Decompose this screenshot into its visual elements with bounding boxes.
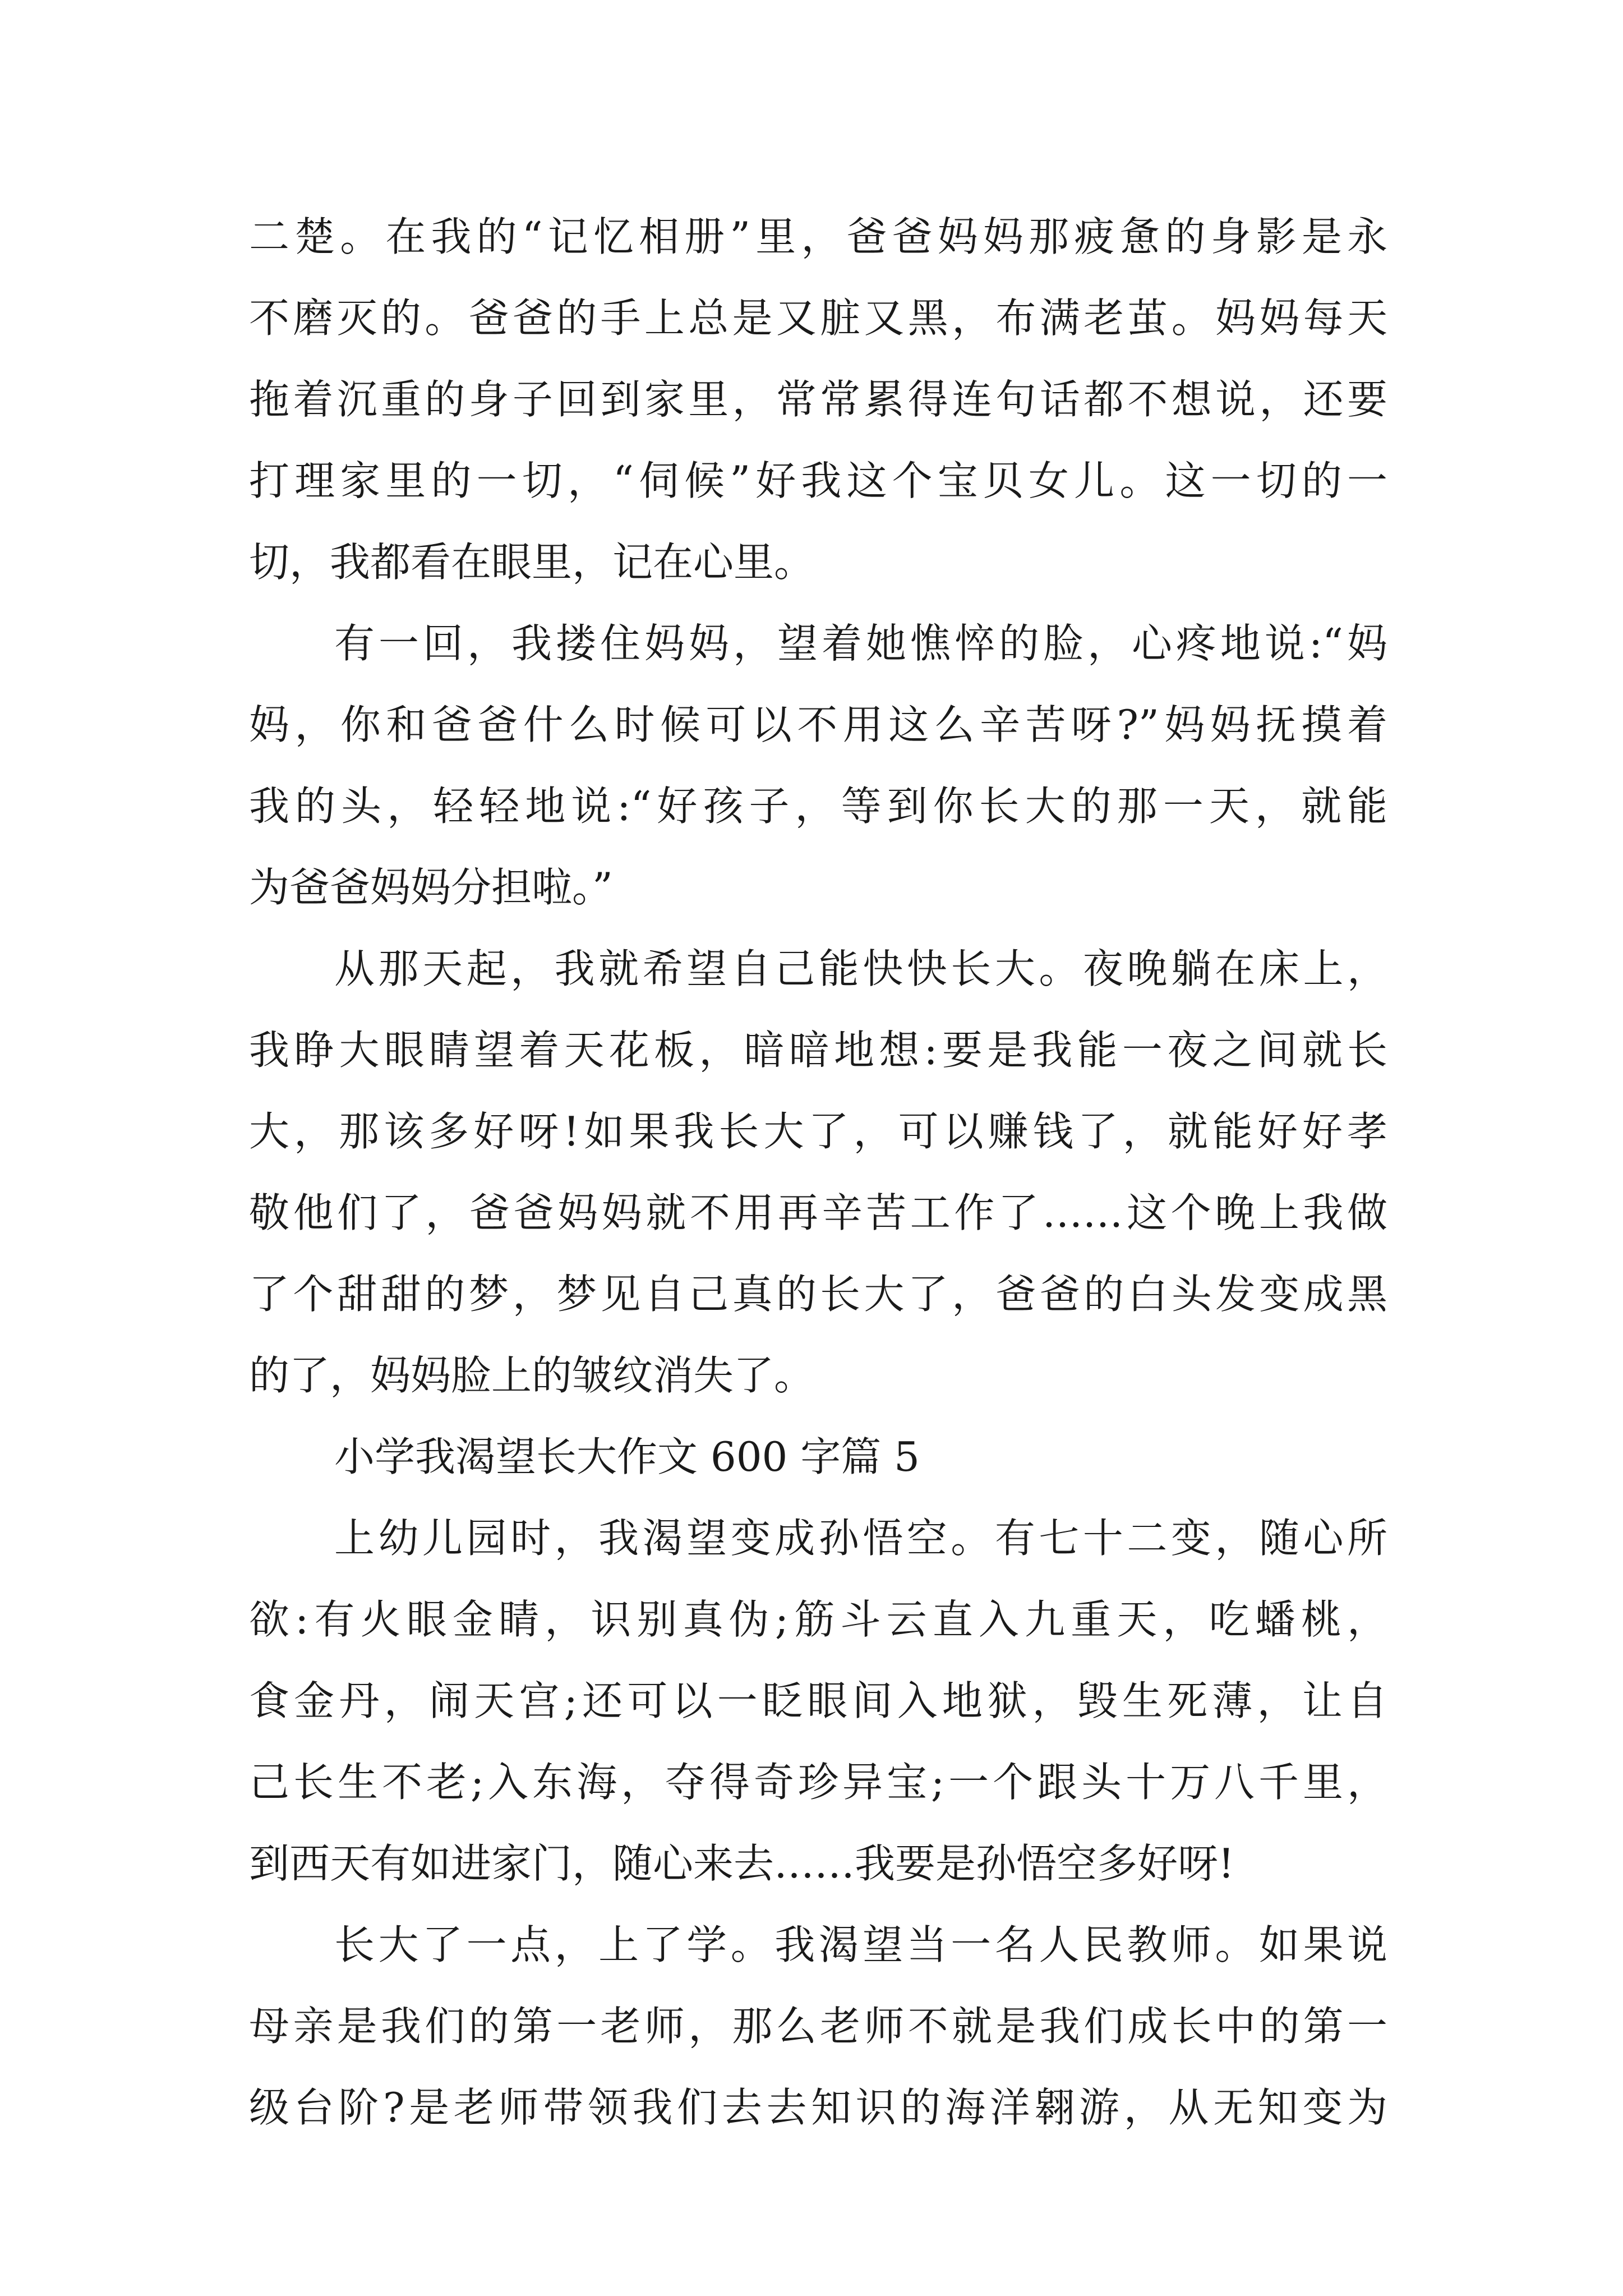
text-line: 我的头，轻轻地说:“好孩子，等到你长大的那一天，就能 — [249, 783, 1387, 830]
text-line: 大，那该多好呀!如果我长大了，可以赚钱了，就能好好孝 — [249, 1108, 1387, 1155]
text-line: 切，我都看在眼里，记在心里。 — [249, 539, 815, 586]
text-line: 的了，妈妈脸上的皱纹消失了。 — [249, 1352, 815, 1399]
paragraph-first-line: 从那天起，我就希望自己能快快长大。夜晚躺在床上， — [334, 945, 1387, 992]
text-line: 为爸爸妈妈分担啦。” — [249, 864, 613, 911]
text-line: 打理家里的一切，“伺候”好我这个宝贝女儿。这一切的一 — [249, 457, 1387, 504]
text-line: 母亲是我们的第一老师，那么老师不就是我们成长中的第一 — [249, 2003, 1387, 2050]
text-line: 级台阶?是老师带领我们去去知识的海洋翱游，从无知变为 — [249, 2084, 1387, 2131]
text-line: 二楚。在我的“记忆相册”里，爸爸妈妈那疲惫的身影是永 — [249, 213, 1387, 260]
essay-text — [249, 196, 1387, 2148]
text-line: 我睁大眼睛望着天花板，暗暗地想:要是我能一夜之间就长 — [249, 1027, 1387, 1074]
text-line: 妈，你和爸爸什么时候可以不用这么辛苦呀?”妈妈抚摸着 — [249, 701, 1387, 748]
text-line: 敬他们了，爸爸妈妈就不用再辛苦工作了……这个晚上我做 — [249, 1189, 1387, 1236]
text-line: 拖着沉重的身子回到家里，常常累得连句话都不想说，还要 — [249, 376, 1387, 423]
paragraph-first-line: 上幼儿园时，我渴望变成孙悟空。有七十二变，随心所 — [334, 1515, 1387, 1562]
text-line: 己长生不老;入东海，夺得奇珍异宝;一个跟头十万八千里， — [249, 1759, 1387, 1806]
text-line: 到西天有如进家门，随心来去……我要是孙悟空多好呀! — [249, 1840, 1234, 1887]
text-line: 不磨灭的。爸爸的手上总是又脏又黑，布满老茧。妈妈每天 — [249, 295, 1387, 342]
text-line: 欲:有火眼金睛，识别真伪;筋斗云直入九重天，吃蟠桃， — [249, 1596, 1387, 1643]
text-line: 了个甜甜的梦，梦见自己真的长大了，爸爸的白头发变成黑 — [249, 1271, 1387, 1318]
text-line: 食金丹，闹天宫;还可以一眨眼间入地狱，毁生死薄，让自 — [249, 1677, 1387, 1724]
paragraph-first-line: 有一回，我搂住妈妈，望着她憔悴的脸，心疼地说:“妈 — [334, 620, 1387, 667]
section-heading: 小学我渴望长大作文 600 字篇 5 — [334, 1433, 920, 1480]
paragraph-first-line: 长大了一点，上了学。我渴望当一名人民教师。如果说 — [334, 1921, 1387, 1968]
